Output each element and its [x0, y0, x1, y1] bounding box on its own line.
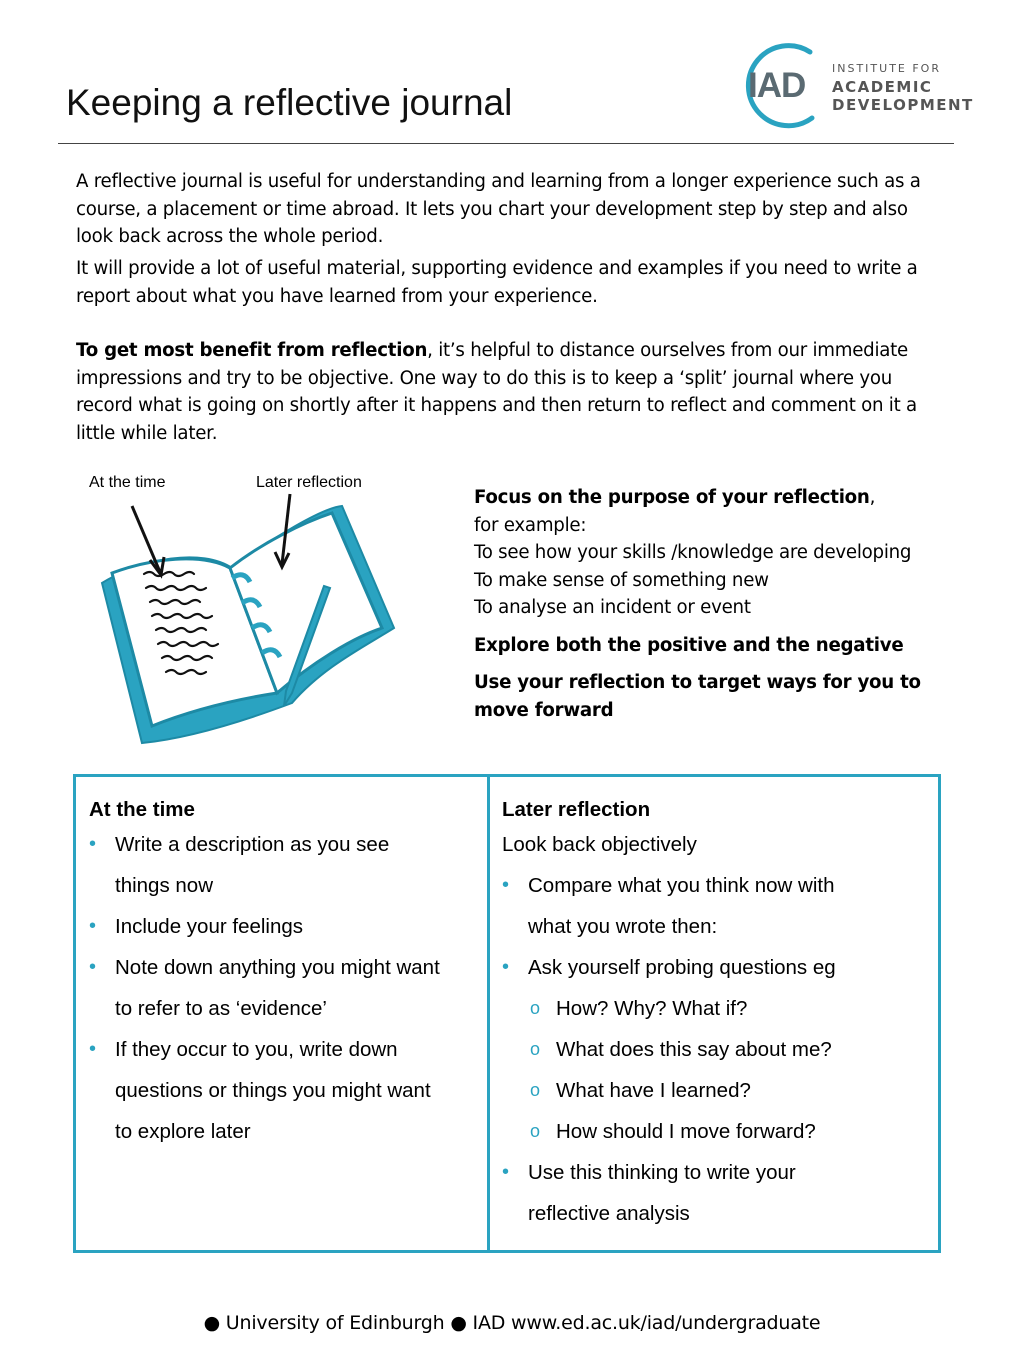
sub-list-item	[502, 1111, 932, 1152]
illustration-label-at-the-time: At the time	[89, 474, 166, 491]
use-statement	[474, 669, 974, 724]
list-item-line: If they occur to you, write down	[115, 1038, 398, 1061]
list-item	[89, 906, 484, 947]
list-item	[502, 865, 932, 947]
list-item	[89, 1029, 484, 1152]
logo-line-3: DEVELOPMENT	[832, 96, 974, 114]
focus-heading	[474, 484, 974, 512]
circle-bullet-icon: o	[530, 998, 541, 1018]
list-item-line: questions or things you might want	[115, 1079, 431, 1102]
iad-logo	[740, 40, 974, 132]
list-item-line: Include your feelings	[115, 915, 304, 938]
list-item-line: to refer to as ‘evidence’	[115, 997, 327, 1020]
list-item-line: Note down anything you might want	[115, 956, 440, 979]
open-notebook-icon	[82, 488, 402, 748]
focus-heading-rest: ,	[869, 487, 876, 508]
circle-bullet-icon: o	[530, 1121, 541, 1141]
sub-list-item-text: How should I move forward?	[556, 1120, 816, 1143]
bullet-icon: •	[89, 833, 97, 855]
focus-line: To analyse an incident or event	[474, 597, 751, 618]
list-item-line: reflective analysis	[528, 1202, 690, 1225]
explore-text: Explore both the positive and the negative	[474, 634, 904, 656]
sub-list-item-text: How? Why? What if?	[556, 997, 748, 1020]
focus-line: for example:	[474, 514, 587, 536]
table-column-divider	[487, 774, 490, 1253]
logo-line-2: ACADEMIC	[832, 78, 933, 96]
focus-panel	[474, 484, 974, 724]
focus-line: To make sense of something new	[474, 569, 769, 591]
later-reflection-column	[502, 796, 932, 1234]
sub-list-item	[502, 1070, 932, 1111]
bullet-icon: •	[502, 874, 510, 896]
focus-line: To see how your skills /knowledge are developing	[474, 542, 912, 563]
bullet-icon: •	[502, 1161, 510, 1183]
focus-heading-bold: Focus on the purpose of your reflection	[474, 487, 870, 508]
use-text: Use your reflection to target ways for you to move forward	[474, 672, 921, 721]
column-heading: Later reflection	[502, 798, 651, 821]
list-item-line: Ask yourself probing questions eg	[528, 956, 836, 979]
list-item-line: Compare what you think now with	[528, 874, 835, 897]
sub-list-item-text: What does this say about me?	[556, 1038, 832, 1061]
bullet-icon: •	[502, 956, 510, 978]
list-item	[502, 1152, 932, 1234]
circle-bullet-icon: o	[530, 1039, 541, 1059]
intro-paragraph-3-rest: , it’s helpful to distance ourselves from our immediate impressions and try to be objective. One way to do this is to keep a ‘split’ journal where you record what is going on shortly after it happens and then return to reflect and comment on it a little while later.	[76, 340, 917, 444]
title-divider	[58, 143, 954, 144]
explore-statement	[474, 632, 974, 660]
list-item-line: Use this thinking to write your	[528, 1161, 796, 1184]
intro-paragraph-3	[76, 337, 942, 447]
column-intro: Look back objectively	[502, 833, 697, 856]
sub-list-item	[502, 1029, 932, 1070]
list-item	[502, 947, 932, 988]
sub-list-item-text: What have I learned?	[556, 1079, 751, 1102]
logo-line-1: INSTITUTE FOR	[832, 62, 941, 75]
sub-list-item	[502, 988, 932, 1029]
illustration-label-later-reflection: Later reflection	[256, 474, 362, 491]
intro-bold-lead: To get most benefit from reflection	[76, 340, 428, 361]
bullet-icon: •	[89, 915, 97, 937]
intro-paragraph-1: A reflective journal is useful for understanding and learning from a longer experience such as a course, a placement or time abroad. It lets you chart your development step by step and also look back across the whole period.	[76, 171, 921, 247]
page-title: Keeping a reflective journal	[66, 82, 513, 123]
at-the-time-column	[89, 796, 484, 1152]
list-item-line: what you wrote then:	[528, 915, 718, 938]
column-heading: At the time	[89, 798, 195, 821]
bullet-icon: •	[89, 956, 97, 978]
list-item-line: things now	[115, 874, 214, 897]
list-item-line: to explore later	[115, 1120, 251, 1143]
bullet-icon: •	[89, 1038, 97, 1060]
logo-mark: IAD	[748, 66, 806, 105]
circle-bullet-icon: o	[530, 1080, 541, 1100]
intro-paragraph-2: It will provide a lot of useful material, supporting evidence and examples if you need to write a report about what you have learned from your experience.	[76, 258, 918, 307]
page-footer: ● University of Edinburgh ● IAD www.ed.ac.uk/iad/undergraduate	[203, 1312, 821, 1334]
list-item	[89, 947, 484, 1029]
list-item	[89, 824, 484, 906]
list-item-line: Write a description as you see	[115, 833, 390, 856]
